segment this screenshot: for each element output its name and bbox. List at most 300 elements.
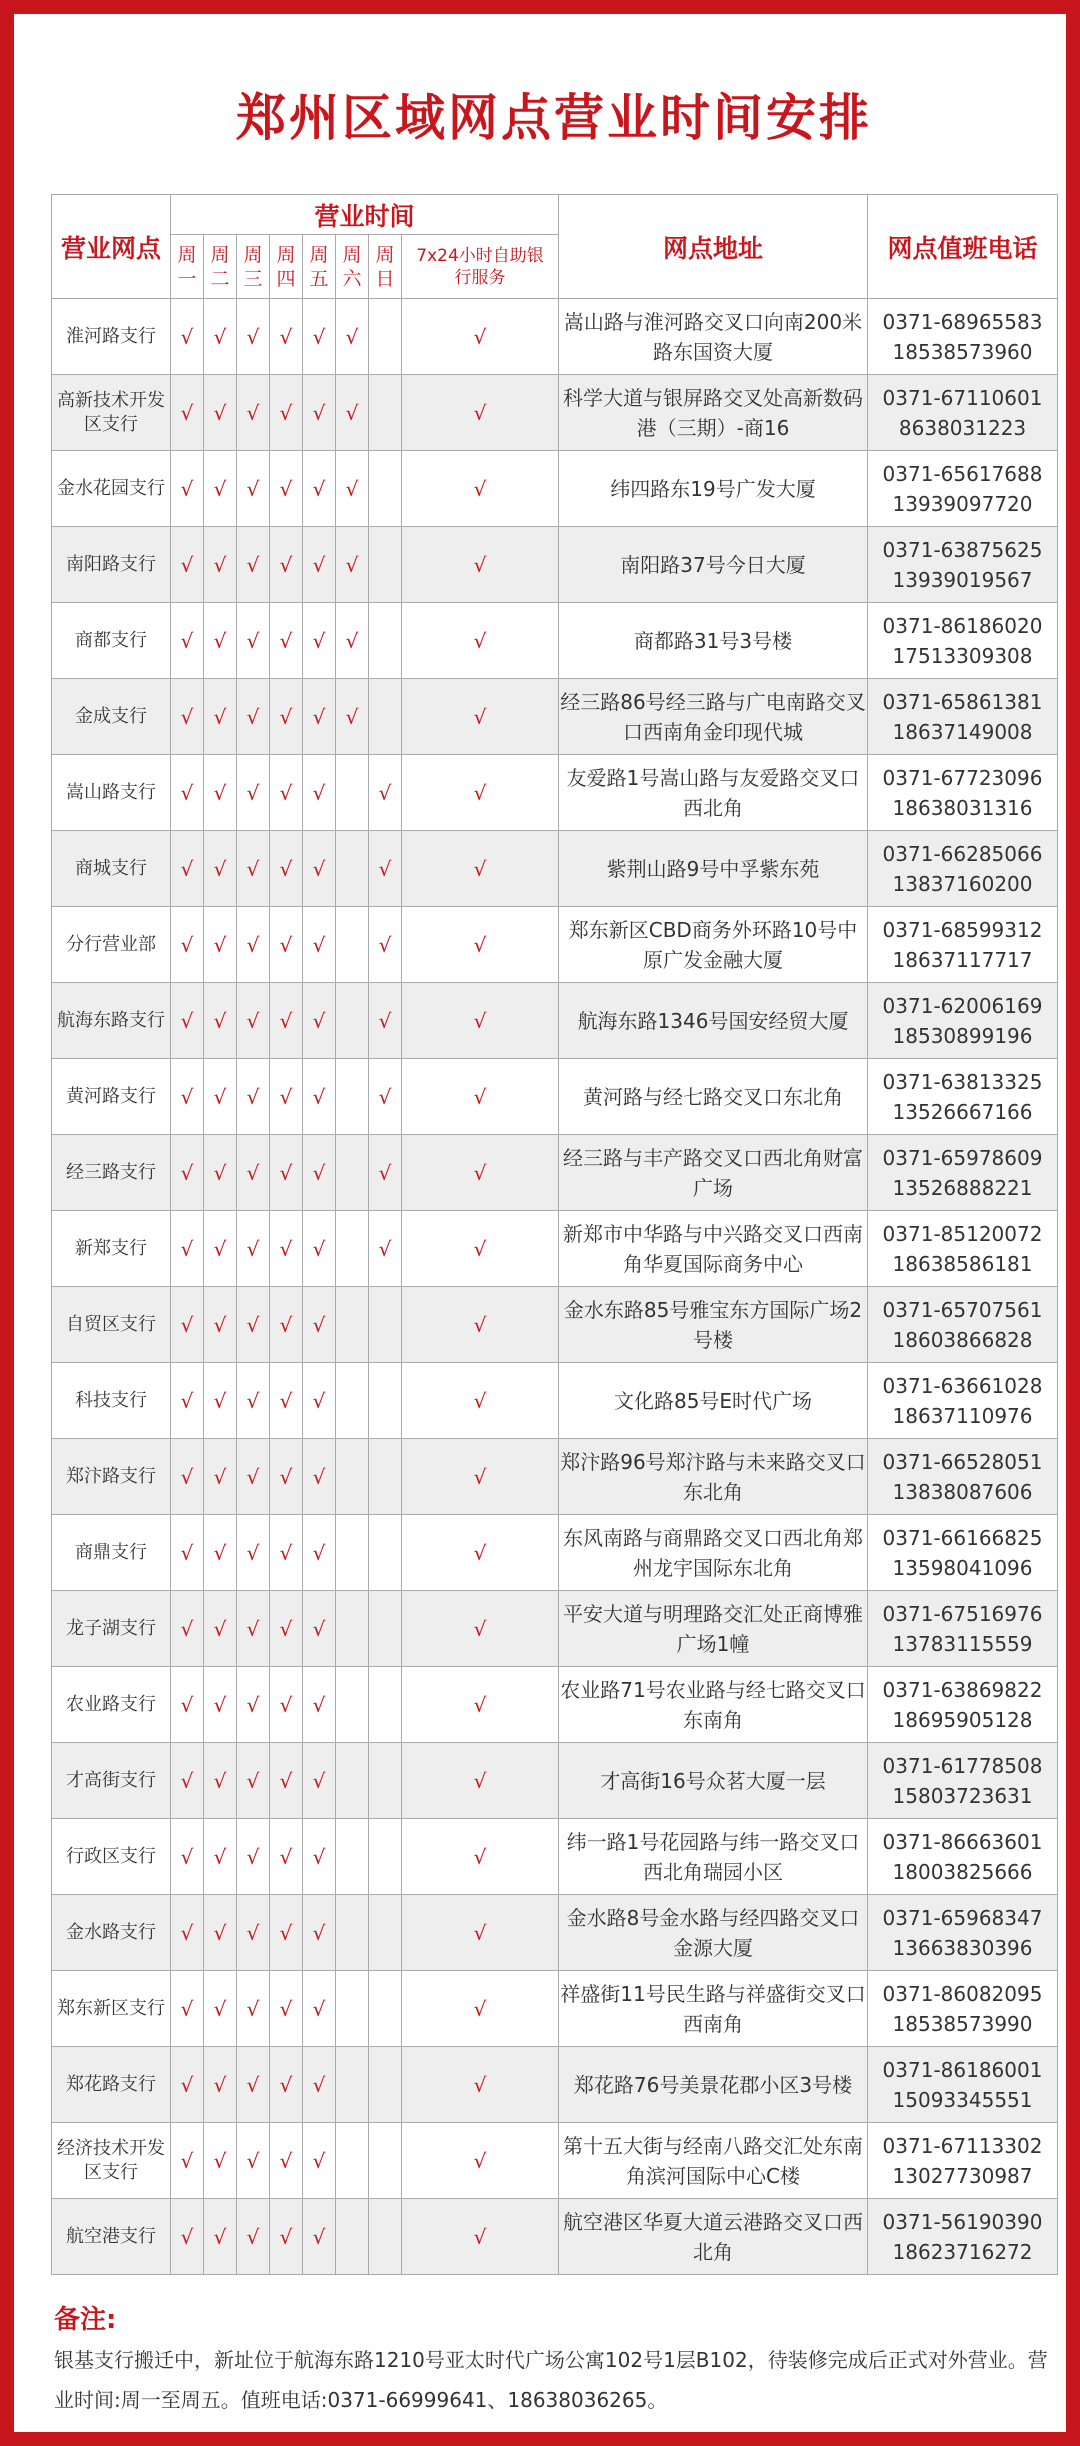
branch-phones	[868, 603, 1058, 679]
open-check-mark: √	[336, 451, 369, 527]
branch-phones	[868, 1363, 1058, 1439]
self-service-check-mark: √	[402, 1971, 559, 2047]
open-check-mark: √	[237, 1515, 270, 1591]
mobile-phone: 13939019567	[892, 567, 1033, 592]
branch-address: 航海东路1346号国安经贸大厦	[559, 983, 868, 1059]
mobile-phone: 18637110976	[892, 1403, 1033, 1428]
branch-name: 行政区支行	[52, 1819, 171, 1895]
self-service-check-mark: √	[402, 299, 559, 375]
open-check-mark: √	[237, 983, 270, 1059]
branch-name: 自贸区支行	[52, 1287, 171, 1363]
branch-phones	[868, 1667, 1058, 1743]
table-row	[52, 679, 1058, 755]
table-row	[52, 2199, 1058, 2275]
open-check-mark: √	[204, 907, 237, 983]
branch-name: 科技支行	[52, 1363, 171, 1439]
header-day: 周一	[171, 235, 204, 299]
open-check-mark: √	[204, 1135, 237, 1211]
header-day: 周二	[204, 235, 237, 299]
open-check-mark: √	[270, 907, 303, 983]
open-check-mark: √	[270, 1895, 303, 1971]
closed-cell	[336, 1591, 369, 1667]
closed-cell	[336, 1439, 369, 1515]
branch-phones	[868, 1971, 1058, 2047]
open-check-mark: √	[303, 1743, 336, 1819]
open-check-mark: √	[303, 1895, 336, 1971]
branch-address: 农业路71号农业路与经七路交叉口东南角	[559, 1667, 868, 1743]
branch-name: 郑汴路支行	[52, 1439, 171, 1515]
branch-phones	[868, 451, 1058, 527]
table-row	[52, 1895, 1058, 1971]
landline-phone: 0371-65968347	[882, 1905, 1043, 1930]
open-check-mark: √	[237, 1287, 270, 1363]
open-check-mark: √	[369, 831, 402, 907]
header-self-service: 7x24小时自助银行服务	[402, 235, 559, 299]
open-check-mark: √	[270, 1363, 303, 1439]
branch-address: 金水路8号金水路与经四路交叉口金源大厦	[559, 1895, 868, 1971]
self-service-check-mark: √	[402, 831, 559, 907]
open-check-mark: √	[336, 679, 369, 755]
open-check-mark: √	[369, 1059, 402, 1135]
branch-phones	[868, 527, 1058, 603]
open-check-mark: √	[237, 375, 270, 451]
open-check-mark: √	[303, 2123, 336, 2199]
open-check-mark: √	[171, 679, 204, 755]
open-check-mark: √	[204, 299, 237, 375]
branch-name: 商都支行	[52, 603, 171, 679]
open-check-mark: √	[303, 1135, 336, 1211]
header-day: 周四	[270, 235, 303, 299]
open-check-mark: √	[171, 451, 204, 527]
branch-phones	[868, 1059, 1058, 1135]
closed-cell	[336, 1895, 369, 1971]
branch-address: 经三路与丰产路交叉口西北角财富广场	[559, 1135, 868, 1211]
closed-cell	[336, 1135, 369, 1211]
branch-name: 农业路支行	[52, 1667, 171, 1743]
branch-phones	[868, 375, 1058, 451]
closed-cell	[369, 603, 402, 679]
landline-phone: 0371-65707561	[882, 1297, 1043, 1322]
closed-cell	[369, 451, 402, 527]
table-row	[52, 1743, 1058, 1819]
branch-name: 金成支行	[52, 679, 171, 755]
table-row	[52, 1059, 1058, 1135]
landline-phone: 0371-61778508	[882, 1753, 1043, 1778]
closed-cell	[336, 1515, 369, 1591]
table-row	[52, 1971, 1058, 2047]
mobile-phone: 18623716272	[892, 2239, 1033, 2264]
closed-cell	[369, 1971, 402, 2047]
branch-name: 淮河路支行	[52, 299, 171, 375]
self-service-check-mark: √	[402, 1591, 559, 1667]
mobile-phone: 13837160200	[892, 871, 1033, 896]
open-check-mark: √	[204, 1743, 237, 1819]
closed-cell	[336, 1211, 369, 1287]
open-check-mark: √	[270, 831, 303, 907]
open-check-mark: √	[171, 1819, 204, 1895]
open-check-mark: √	[303, 1211, 336, 1287]
self-service-check-mark: √	[402, 1287, 559, 1363]
landline-phone: 0371-63661028	[882, 1373, 1043, 1398]
open-check-mark: √	[204, 1591, 237, 1667]
closed-cell	[336, 831, 369, 907]
table-row	[52, 755, 1058, 831]
self-service-check-mark: √	[402, 1211, 559, 1287]
branch-address: 紫荆山路9号中孚紫东苑	[559, 831, 868, 907]
open-check-mark: √	[204, 1971, 237, 2047]
open-check-mark: √	[204, 1211, 237, 1287]
mobile-phone: 18638031316	[892, 795, 1033, 820]
open-check-mark: √	[171, 1363, 204, 1439]
open-check-mark: √	[237, 2123, 270, 2199]
mobile-phone: 15803723631	[892, 1783, 1033, 1808]
open-check-mark: √	[303, 755, 336, 831]
open-check-mark: √	[270, 1287, 303, 1363]
self-service-check-mark: √	[402, 983, 559, 1059]
closed-cell	[336, 2047, 369, 2123]
branch-name: 黄河路支行	[52, 1059, 171, 1135]
branch-name: 嵩山路支行	[52, 755, 171, 831]
open-check-mark: √	[270, 1211, 303, 1287]
open-check-mark: √	[369, 983, 402, 1059]
landline-phone: 0371-86186020	[882, 613, 1043, 638]
open-check-mark: √	[270, 1515, 303, 1591]
branch-address: 纬四路东19号广发大厦	[559, 451, 868, 527]
open-check-mark: √	[171, 375, 204, 451]
mobile-phone: 8638031223	[898, 415, 1027, 440]
closed-cell	[369, 2047, 402, 2123]
self-service-check-mark: √	[402, 1819, 559, 1895]
self-service-check-mark: √	[402, 2199, 559, 2275]
branch-phones	[868, 755, 1058, 831]
open-check-mark: √	[237, 603, 270, 679]
branch-name: 高新技术开发区支行	[52, 375, 171, 451]
open-check-mark: √	[237, 1135, 270, 1211]
closed-cell	[336, 1819, 369, 1895]
open-check-mark: √	[303, 2199, 336, 2275]
open-check-mark: √	[270, 1439, 303, 1515]
self-service-check-mark: √	[402, 1895, 559, 1971]
open-check-mark: √	[270, 755, 303, 831]
open-check-mark: √	[204, 2123, 237, 2199]
branch-phones	[868, 299, 1058, 375]
open-check-mark: √	[204, 679, 237, 755]
branch-name: 经济技术开发区支行	[52, 2123, 171, 2199]
open-check-mark: √	[270, 1743, 303, 1819]
closed-cell	[336, 1667, 369, 1743]
open-check-mark: √	[204, 1819, 237, 1895]
landline-phone: 0371-67110601	[882, 385, 1043, 410]
open-check-mark: √	[303, 603, 336, 679]
open-check-mark: √	[171, 1287, 204, 1363]
mobile-phone: 18538573960	[892, 339, 1033, 364]
self-service-check-mark: √	[402, 1743, 559, 1819]
branch-phones	[868, 1135, 1058, 1211]
mobile-phone: 18637117717	[892, 947, 1033, 972]
branch-address: 文化路85号E时代广场	[559, 1363, 868, 1439]
open-check-mark: √	[237, 1971, 270, 2047]
branch-address: 才高街16号众茗大厦一层	[559, 1743, 868, 1819]
branch-address: 东风南路与商鼎路交叉口西北角郑州龙宇国际东北角	[559, 1515, 868, 1591]
open-check-mark: √	[237, 679, 270, 755]
branch-name: 分行营业部	[52, 907, 171, 983]
open-check-mark: √	[369, 907, 402, 983]
closed-cell	[369, 1895, 402, 1971]
open-check-mark: √	[171, 1439, 204, 1515]
mobile-phone: 13663830396	[892, 1935, 1033, 1960]
table-row	[52, 1515, 1058, 1591]
open-check-mark: √	[270, 375, 303, 451]
header-day: 周五	[303, 235, 336, 299]
mobile-phone: 18603866828	[892, 1327, 1033, 1352]
open-check-mark: √	[171, 1743, 204, 1819]
branch-phones	[868, 2199, 1058, 2275]
open-check-mark: √	[369, 1211, 402, 1287]
self-service-check-mark: √	[402, 1363, 559, 1439]
branch-name: 郑东新区支行	[52, 1971, 171, 2047]
branch-phones	[868, 1211, 1058, 1287]
open-check-mark: √	[303, 983, 336, 1059]
open-check-mark: √	[270, 299, 303, 375]
landline-phone: 0371-63813325	[882, 1069, 1043, 1094]
branch-name: 金水花园支行	[52, 451, 171, 527]
self-service-check-mark: √	[402, 1059, 559, 1135]
closed-cell	[369, 1287, 402, 1363]
branch-address: 郑汴路96号郑汴路与未来路交叉口东北角	[559, 1439, 868, 1515]
note-text: 银基支行搬迁中，新址位于航海东路1210号亚太时代广场公寓102号1层B102，待装修完成后正式对外营业。营业时间:周一至周五。值班电话:0371-66999641、18638036265。	[54, 2348, 1048, 2412]
open-check-mark: √	[204, 603, 237, 679]
open-check-mark: √	[171, 1591, 204, 1667]
open-check-mark: √	[303, 831, 336, 907]
header-address: 网点地址	[559, 195, 868, 299]
branch-name: 金水路支行	[52, 1895, 171, 1971]
open-check-mark: √	[303, 1515, 336, 1591]
closed-cell	[336, 755, 369, 831]
closed-cell	[369, 1363, 402, 1439]
closed-cell	[369, 375, 402, 451]
open-check-mark: √	[171, 2047, 204, 2123]
landline-phone: 0371-62006169	[882, 993, 1043, 1018]
open-check-mark: √	[171, 1895, 204, 1971]
branch-address: 平安大道与明理路交汇处正商博雅广场1幢	[559, 1591, 868, 1667]
open-check-mark: √	[204, 831, 237, 907]
open-check-mark: √	[204, 1059, 237, 1135]
mobile-phone: 13598041096	[892, 1555, 1033, 1580]
self-service-check-mark: √	[402, 2047, 559, 2123]
landline-phone: 0371-66166825	[882, 1525, 1043, 1550]
open-check-mark: √	[369, 755, 402, 831]
landline-phone: 0371-65978609	[882, 1145, 1043, 1170]
open-check-mark: √	[270, 527, 303, 603]
mobile-phone: 13838087606	[892, 1479, 1033, 1504]
open-check-mark: √	[204, 1667, 237, 1743]
open-check-mark: √	[270, 1135, 303, 1211]
open-check-mark: √	[270, 603, 303, 679]
self-service-check-mark: √	[402, 603, 559, 679]
branch-address: 科学大道与银屏路交叉处高新数码港（三期）-商16	[559, 375, 868, 451]
table-row	[52, 2047, 1058, 2123]
header-branch: 营业网点	[52, 195, 171, 299]
branch-name: 航海东路支行	[52, 983, 171, 1059]
branch-address: 纬一路1号花园路与纬一路交叉口西北角瑞园小区	[559, 1819, 868, 1895]
open-check-mark: √	[171, 907, 204, 983]
self-service-check-mark: √	[402, 2123, 559, 2199]
landline-phone: 0371-65861381	[882, 689, 1043, 714]
branch-name: 商城支行	[52, 831, 171, 907]
branch-address: 祥盛街11号民生路与祥盛街交叉口西南角	[559, 1971, 868, 2047]
closed-cell	[369, 1667, 402, 1743]
mobile-phone: 13526888221	[892, 1175, 1033, 1200]
table-row	[52, 1819, 1058, 1895]
table-row	[52, 2123, 1058, 2199]
table-row	[52, 1363, 1058, 1439]
landline-phone: 0371-56190390	[882, 2209, 1043, 2234]
landline-phone: 0371-67516976	[882, 1601, 1043, 1626]
table-row	[52, 1667, 1058, 1743]
table-row	[52, 451, 1058, 527]
branch-address: 商都路31号3号楼	[559, 603, 868, 679]
branch-phones	[868, 1287, 1058, 1363]
open-check-mark: √	[303, 679, 336, 755]
self-service-check-mark: √	[402, 679, 559, 755]
open-check-mark: √	[237, 1895, 270, 1971]
closed-cell	[336, 907, 369, 983]
open-check-mark: √	[303, 375, 336, 451]
branch-phones	[868, 907, 1058, 983]
open-check-mark: √	[270, 1591, 303, 1667]
landline-phone: 0371-68599312	[882, 917, 1043, 942]
branch-hours-table	[51, 194, 1058, 2275]
branch-name: 南阳路支行	[52, 527, 171, 603]
open-check-mark: √	[270, 1971, 303, 2047]
open-check-mark: √	[237, 1059, 270, 1135]
self-service-check-mark: √	[402, 1439, 559, 1515]
self-service-check-mark: √	[402, 755, 559, 831]
open-check-mark: √	[171, 1211, 204, 1287]
page-title: 郑州区域网点营业时间安排	[236, 89, 872, 147]
mobile-phone: 18530899196	[892, 1023, 1033, 1048]
open-check-mark: √	[237, 1439, 270, 1515]
branch-phones	[868, 1591, 1058, 1667]
open-check-mark: √	[204, 451, 237, 527]
branch-phones	[868, 2123, 1058, 2199]
open-check-mark: √	[237, 755, 270, 831]
open-check-mark: √	[171, 831, 204, 907]
open-check-mark: √	[303, 527, 336, 603]
open-check-mark: √	[270, 1667, 303, 1743]
open-check-mark: √	[270, 1059, 303, 1135]
branch-phones	[868, 983, 1058, 1059]
open-check-mark: √	[171, 527, 204, 603]
landline-phone: 0371-63875625	[882, 537, 1043, 562]
open-check-mark: √	[270, 2123, 303, 2199]
closed-cell	[369, 299, 402, 375]
open-check-mark: √	[171, 1059, 204, 1135]
open-check-mark: √	[303, 1591, 336, 1667]
branch-address: 南阳路37号今日大厦	[559, 527, 868, 603]
open-check-mark: √	[171, 1667, 204, 1743]
note-title: 备注:	[54, 2305, 117, 2335]
open-check-mark: √	[270, 451, 303, 527]
branch-address: 黄河路与经七路交叉口东北角	[559, 1059, 868, 1135]
branch-address: 新郑市中华路与中兴路交叉口西南角华夏国际商务中心	[559, 1211, 868, 1287]
open-check-mark: √	[204, 1439, 237, 1515]
open-check-mark: √	[336, 603, 369, 679]
open-check-mark: √	[303, 1667, 336, 1743]
table-row	[52, 1439, 1058, 1515]
table-row	[52, 831, 1058, 907]
table-row	[52, 1211, 1058, 1287]
open-check-mark: √	[237, 1819, 270, 1895]
landline-phone: 0371-67113302	[882, 2133, 1043, 2158]
open-check-mark: √	[204, 755, 237, 831]
open-check-mark: √	[303, 1971, 336, 2047]
open-check-mark: √	[303, 1363, 336, 1439]
table-row	[52, 1287, 1058, 1363]
branch-name: 航空港支行	[52, 2199, 171, 2275]
mobile-phone: 13027730987	[892, 2163, 1033, 2188]
mobile-phone: 17513309308	[892, 643, 1033, 668]
table-row	[52, 907, 1058, 983]
open-check-mark: √	[270, 2047, 303, 2123]
open-check-mark: √	[204, 2199, 237, 2275]
open-check-mark: √	[204, 2047, 237, 2123]
closed-cell	[336, 1363, 369, 1439]
table-row	[52, 983, 1058, 1059]
branch-phones	[868, 1895, 1058, 1971]
branch-address: 郑东新区CBD商务外环路10号中原广发金融大厦	[559, 907, 868, 983]
branch-address: 郑花路76号美景花郡小区3号楼	[559, 2047, 868, 2123]
open-check-mark: √	[336, 527, 369, 603]
open-check-mark: √	[270, 1819, 303, 1895]
landline-phone: 0371-65617688	[882, 461, 1043, 486]
mobile-phone: 18638586181	[892, 1251, 1033, 1276]
branch-address: 金水东路85号雅宝东方国际广场2号楼	[559, 1287, 868, 1363]
open-check-mark: √	[237, 299, 270, 375]
open-check-mark: √	[171, 1135, 204, 1211]
closed-cell	[369, 1515, 402, 1591]
open-check-mark: √	[237, 451, 270, 527]
table-row	[52, 603, 1058, 679]
open-check-mark: √	[237, 1591, 270, 1667]
header-day: 周三	[237, 235, 270, 299]
open-check-mark: √	[270, 679, 303, 755]
closed-cell	[369, 2123, 402, 2199]
closed-cell	[369, 679, 402, 755]
closed-cell	[369, 1819, 402, 1895]
branch-phones	[868, 1743, 1058, 1819]
closed-cell	[336, 1059, 369, 1135]
branch-address: 嵩山路与淮河路交叉口向南200米路东国资大厦	[559, 299, 868, 375]
open-check-mark: √	[204, 1363, 237, 1439]
mobile-phone: 13526667166	[892, 1099, 1033, 1124]
open-check-mark: √	[171, 755, 204, 831]
branch-phones	[868, 1819, 1058, 1895]
table-row	[52, 375, 1058, 451]
open-check-mark: √	[237, 831, 270, 907]
branch-address: 第十五大街与经南八路交汇处东南角滨河国际中心C楼	[559, 2123, 868, 2199]
mobile-phone: 18538573990	[892, 2011, 1033, 2036]
mobile-phone: 13783115559	[892, 1631, 1033, 1656]
branch-name: 商鼎支行	[52, 1515, 171, 1591]
self-service-check-mark: √	[402, 527, 559, 603]
branch-address: 友爱路1号嵩山路与友爱路交叉口西北角	[559, 755, 868, 831]
header-phone: 网点值班电话	[868, 195, 1058, 299]
open-check-mark: √	[303, 2047, 336, 2123]
table-row	[52, 527, 1058, 603]
open-check-mark: √	[171, 1971, 204, 2047]
open-check-mark: √	[303, 907, 336, 983]
